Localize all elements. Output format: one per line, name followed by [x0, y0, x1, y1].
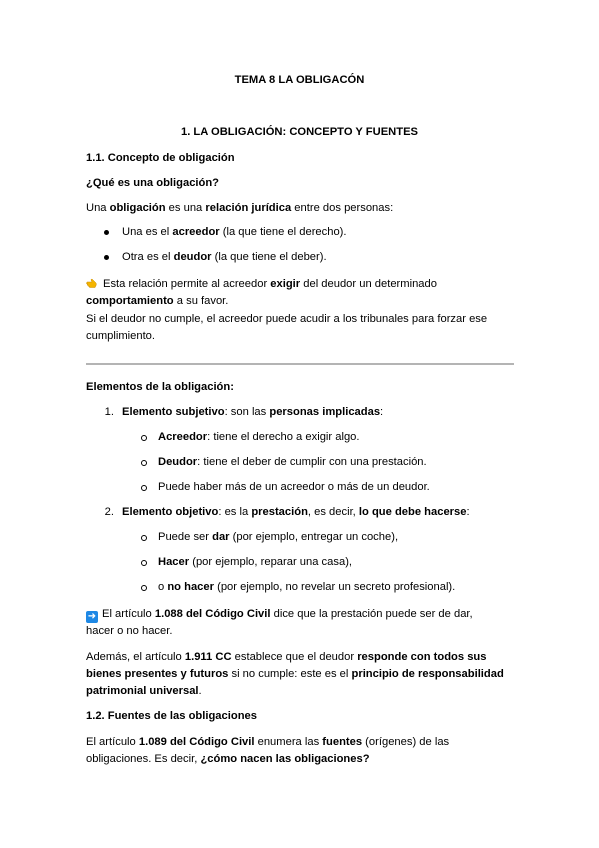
sub-bullet-circle [141, 460, 147, 466]
article-1911-line: bienes presentes y futuros si no cumple: este es el principio de responsabilidad [86, 668, 504, 680]
intro-paragraph: Una obligación es una relación jurídica entre dos personas: [86, 202, 394, 214]
list-item: Otra es el deudor (la que tiene el deber). [122, 251, 327, 263]
list-item: o no hacer (por ejemplo, no revelar un secreto profesional). [158, 581, 456, 593]
elements-heading: Elementos de la obligación: [86, 381, 234, 393]
sub-bullet-circle [141, 535, 147, 541]
pointing-hand-icon [86, 277, 99, 289]
consequence-paragraph-line: comportamiento a su favor. [86, 295, 229, 307]
question-heading: ¿Qué es una obligación? [86, 177, 220, 189]
list-number: 1. [104, 406, 114, 418]
horizontal-divider [86, 363, 514, 365]
bullet-dot [104, 255, 109, 260]
section-heading: 1. LA OBLIGACIÓN: CONCEPTO Y FUENTES [180, 126, 419, 138]
list-item: Puede ser dar (por ejemplo, entregar un coche), [158, 531, 399, 543]
sub-bullet-circle [141, 485, 147, 491]
article-1088-line: ➜ El artículo 1.088 del Código Civil dice que la prestación puede ser de dar, [87, 608, 473, 622]
consequence-paragraph-line: cumplimiento. [86, 330, 156, 342]
article-1088-line: hacer o no hacer. [86, 625, 173, 637]
list-item: Una es el acreedor (la que tiene el derecho). [122, 226, 347, 238]
consequence-paragraph-line: Esta relación permite al acreedor exigir del deudor un determinado [86, 277, 437, 291]
right-arrow-icon: ➜ [87, 611, 97, 622]
article-1911-line: patrimonial universal. [86, 685, 202, 697]
subsection-heading: 1.1. Concepto de obligación [86, 152, 235, 164]
subsection-heading: 1.2. Fuentes de las obligaciones [86, 710, 257, 722]
bullet-dot [104, 230, 109, 235]
article-1911-line: Además, el artículo 1.911 CC establece que el deudor responde con todos sus [86, 651, 487, 663]
list-item: Elemento objetivo: es la prestación, es decir, lo que debe hacerse: [122, 506, 470, 518]
list-item: Hacer (por ejemplo, reparar una casa), [158, 556, 353, 568]
list-item: Elemento subjetivo: son las personas implicadas: [122, 406, 384, 418]
sub-bullet-circle [141, 585, 147, 591]
document-title: TEMA 8 LA OBLIGACÓN [234, 74, 365, 86]
sub-bullet-circle [141, 560, 147, 566]
consequence-paragraph-line: Si el deudor no cumple, el acreedor puede acudir a los tribunales para forzar ese [86, 313, 488, 325]
article-1089-line: El artículo 1.089 del Código Civil enumera las fuentes (orígenes) de las [86, 736, 450, 748]
list-number: 2. [104, 506, 114, 518]
list-item: Puede haber más de un acreedor o más de un deudor. [158, 481, 430, 493]
list-item: Deudor: tiene el deber de cumplir con una prestación. [158, 456, 427, 468]
article-1089-line: obligaciones. Es decir, ¿cómo nacen las obligaciones? [86, 753, 370, 765]
sub-bullet-circle [141, 435, 147, 441]
list-item: Acreedor: tiene el derecho a exigir algo. [158, 431, 360, 443]
